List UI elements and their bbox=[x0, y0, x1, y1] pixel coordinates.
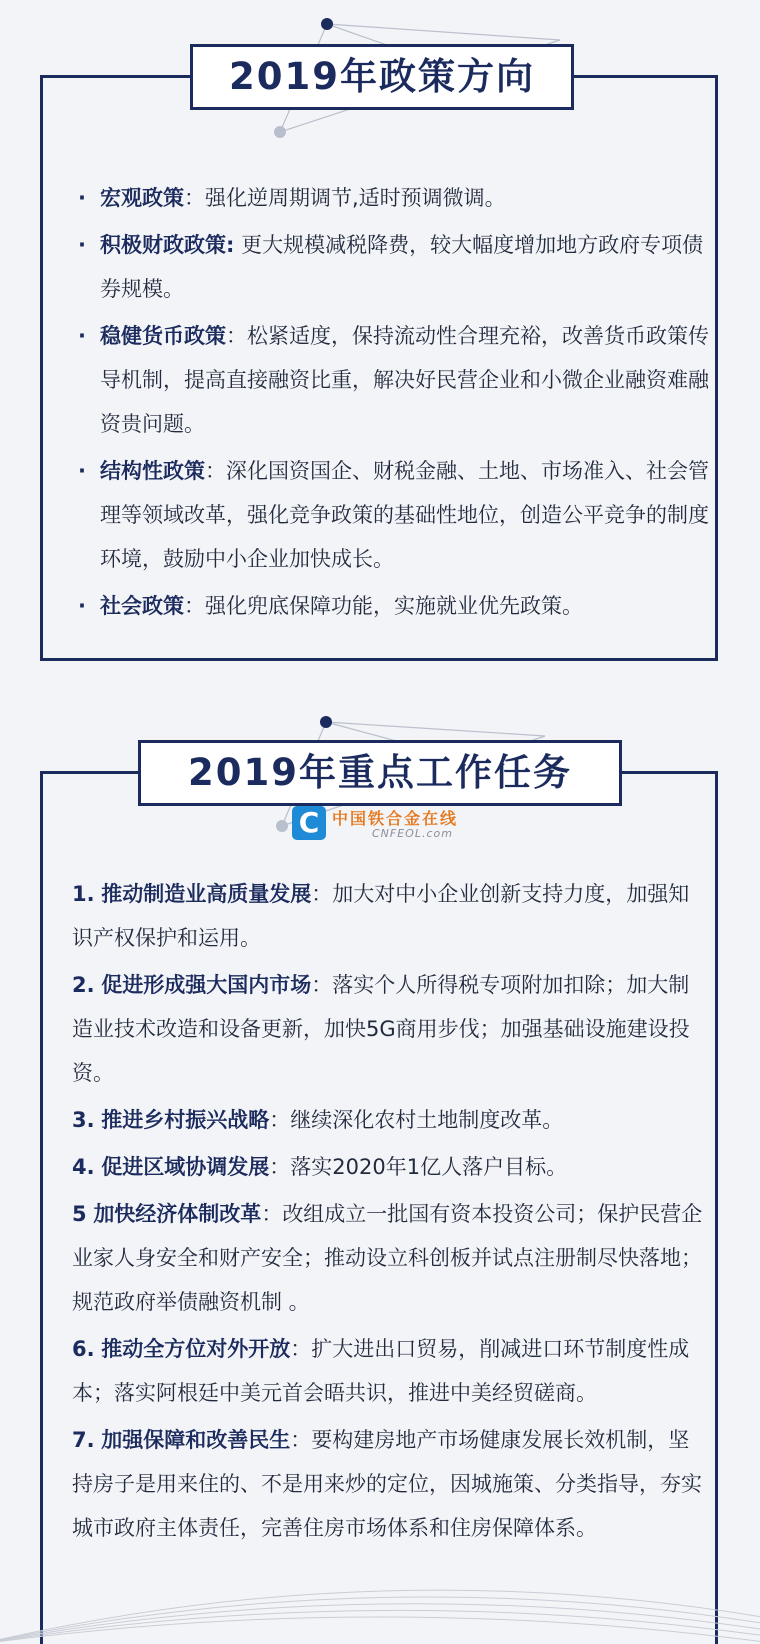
list-item bbox=[64, 1098, 710, 1142]
policy-direction-list bbox=[64, 176, 710, 631]
list-item bbox=[64, 584, 710, 628]
item-separator: ： bbox=[290, 1337, 312, 1361]
list-item bbox=[64, 872, 710, 960]
node-dot bbox=[321, 18, 333, 30]
item-text: 改组成立一批国有资本投资公司；保护民营企业家人身安全和财产安全；推动设立科创板并试点注册制尽快落地；规范政府举债融资机制 。 bbox=[72, 1202, 703, 1314]
item-text: 扩大进出口贸易，削减进口环节制度性成本；落实阿根廷中美元首会晤共识，推进中美经贸磋商。 bbox=[72, 1337, 690, 1405]
item-number: 2. bbox=[72, 973, 95, 997]
item-heading: 社会政策 bbox=[100, 594, 184, 618]
item-separator: ： bbox=[269, 1155, 291, 1179]
item-heading: 结构性政策 bbox=[100, 459, 205, 483]
item-separator: ： bbox=[184, 594, 205, 618]
item-separator: ： bbox=[261, 1202, 283, 1226]
bullet: · bbox=[78, 324, 86, 348]
node-dot bbox=[320, 716, 332, 728]
item-text: 落实2020年1亿人落户目标。 bbox=[290, 1155, 568, 1179]
bullet: · bbox=[78, 233, 86, 257]
item-separator: ： bbox=[311, 973, 333, 997]
list-item bbox=[64, 1192, 710, 1324]
item-text: 加大对中小企业创新支持力度，加强知识产权保护和运用。 bbox=[72, 882, 690, 950]
item-heading: 推动制造业高质量发展 bbox=[101, 882, 312, 906]
item-number: 7. bbox=[72, 1428, 95, 1452]
item-text: 继续深化农村土地制度改革。 bbox=[290, 1108, 564, 1132]
item-text: 要构建房地产市场健康发展长效机制，坚持房子是用来住的、不是用来炒的定位，因城施策、分类指导，夯实城市政府主体责任，完善住房市场体系和住房保障体系。 bbox=[72, 1428, 702, 1540]
list-item bbox=[64, 1327, 710, 1415]
item-heading: 推进乡村振兴战略 bbox=[101, 1108, 270, 1132]
item-number: 1. bbox=[72, 882, 95, 906]
item-heading: 促进区域协调发展 bbox=[101, 1155, 270, 1179]
item-number: 6. bbox=[72, 1337, 95, 1361]
bullet: · bbox=[78, 186, 86, 210]
item-separator: ： bbox=[184, 186, 205, 210]
watermark bbox=[292, 806, 492, 842]
list-item bbox=[64, 1145, 710, 1189]
watermark-logo-icon: C bbox=[292, 806, 326, 840]
bullet: · bbox=[78, 459, 86, 483]
list-item bbox=[64, 449, 710, 581]
item-separator: ： bbox=[226, 324, 247, 348]
list-item bbox=[64, 963, 710, 1095]
item-heading: 加强保障和改善民生 bbox=[101, 1428, 291, 1452]
item-separator: ： bbox=[290, 1428, 312, 1452]
item-separator: ： bbox=[205, 459, 226, 483]
item-separator: ： bbox=[269, 1108, 291, 1132]
item-text: 深化国资国企、财税金融、土地、市场准入、社会管理等领域改革，强化竞争政策的基础性地位，创造公平竞争的制度环境，鼓励中小企业加快成长。 bbox=[100, 459, 709, 571]
item-heading: 促进形成强大国内市场 bbox=[101, 973, 312, 997]
item-text: 强化逆周期调节,适时预调微调。 bbox=[205, 186, 506, 210]
list-item bbox=[64, 1418, 710, 1550]
item-text: 强化兜底保障功能，实施就业优先政策。 bbox=[205, 594, 583, 618]
item-heading: 宏观政策 bbox=[100, 186, 184, 210]
item-number: 4. bbox=[72, 1155, 95, 1179]
item-heading: 推动全方位对外开放 bbox=[101, 1337, 291, 1361]
list-item bbox=[64, 314, 710, 446]
key-tasks-title: 2019年重点工作任务 bbox=[138, 740, 622, 806]
item-heading: 加快经济体制改革 bbox=[93, 1202, 262, 1226]
item-text: 松紧适度，保持流动性合理充裕，改善货币政策传导机制，提高直接融资比重，解决好民营企业和小微企业融资难融资贵问题。 bbox=[100, 324, 709, 436]
decorative-arcs bbox=[0, 1560, 760, 1644]
item-heading: 积极财政政策: bbox=[100, 233, 235, 257]
item-separator: ： bbox=[311, 882, 333, 906]
key-tasks-list bbox=[64, 872, 710, 1553]
item-number: 5 bbox=[72, 1202, 87, 1226]
item-text: 更大规模减税降费，较大幅度增加地方政府专项债券规模。 bbox=[100, 233, 704, 301]
watermark-domain: CNFEOL.com bbox=[372, 827, 453, 840]
bullet: · bbox=[78, 594, 86, 618]
watermark-name: 中国铁合金在线 bbox=[332, 809, 459, 828]
policy-direction-title: 2019年政策方向 bbox=[190, 44, 574, 110]
item-text: 落实个人所得税专项附加扣除；加大制造业技术改造和设备更新，加快5G商用步伐；加强基础设施建设投资。 bbox=[72, 973, 690, 1085]
list-item bbox=[64, 176, 710, 220]
list-item bbox=[64, 223, 710, 311]
item-number: 3. bbox=[72, 1108, 95, 1132]
item-heading: 稳健货币政策 bbox=[100, 324, 226, 348]
